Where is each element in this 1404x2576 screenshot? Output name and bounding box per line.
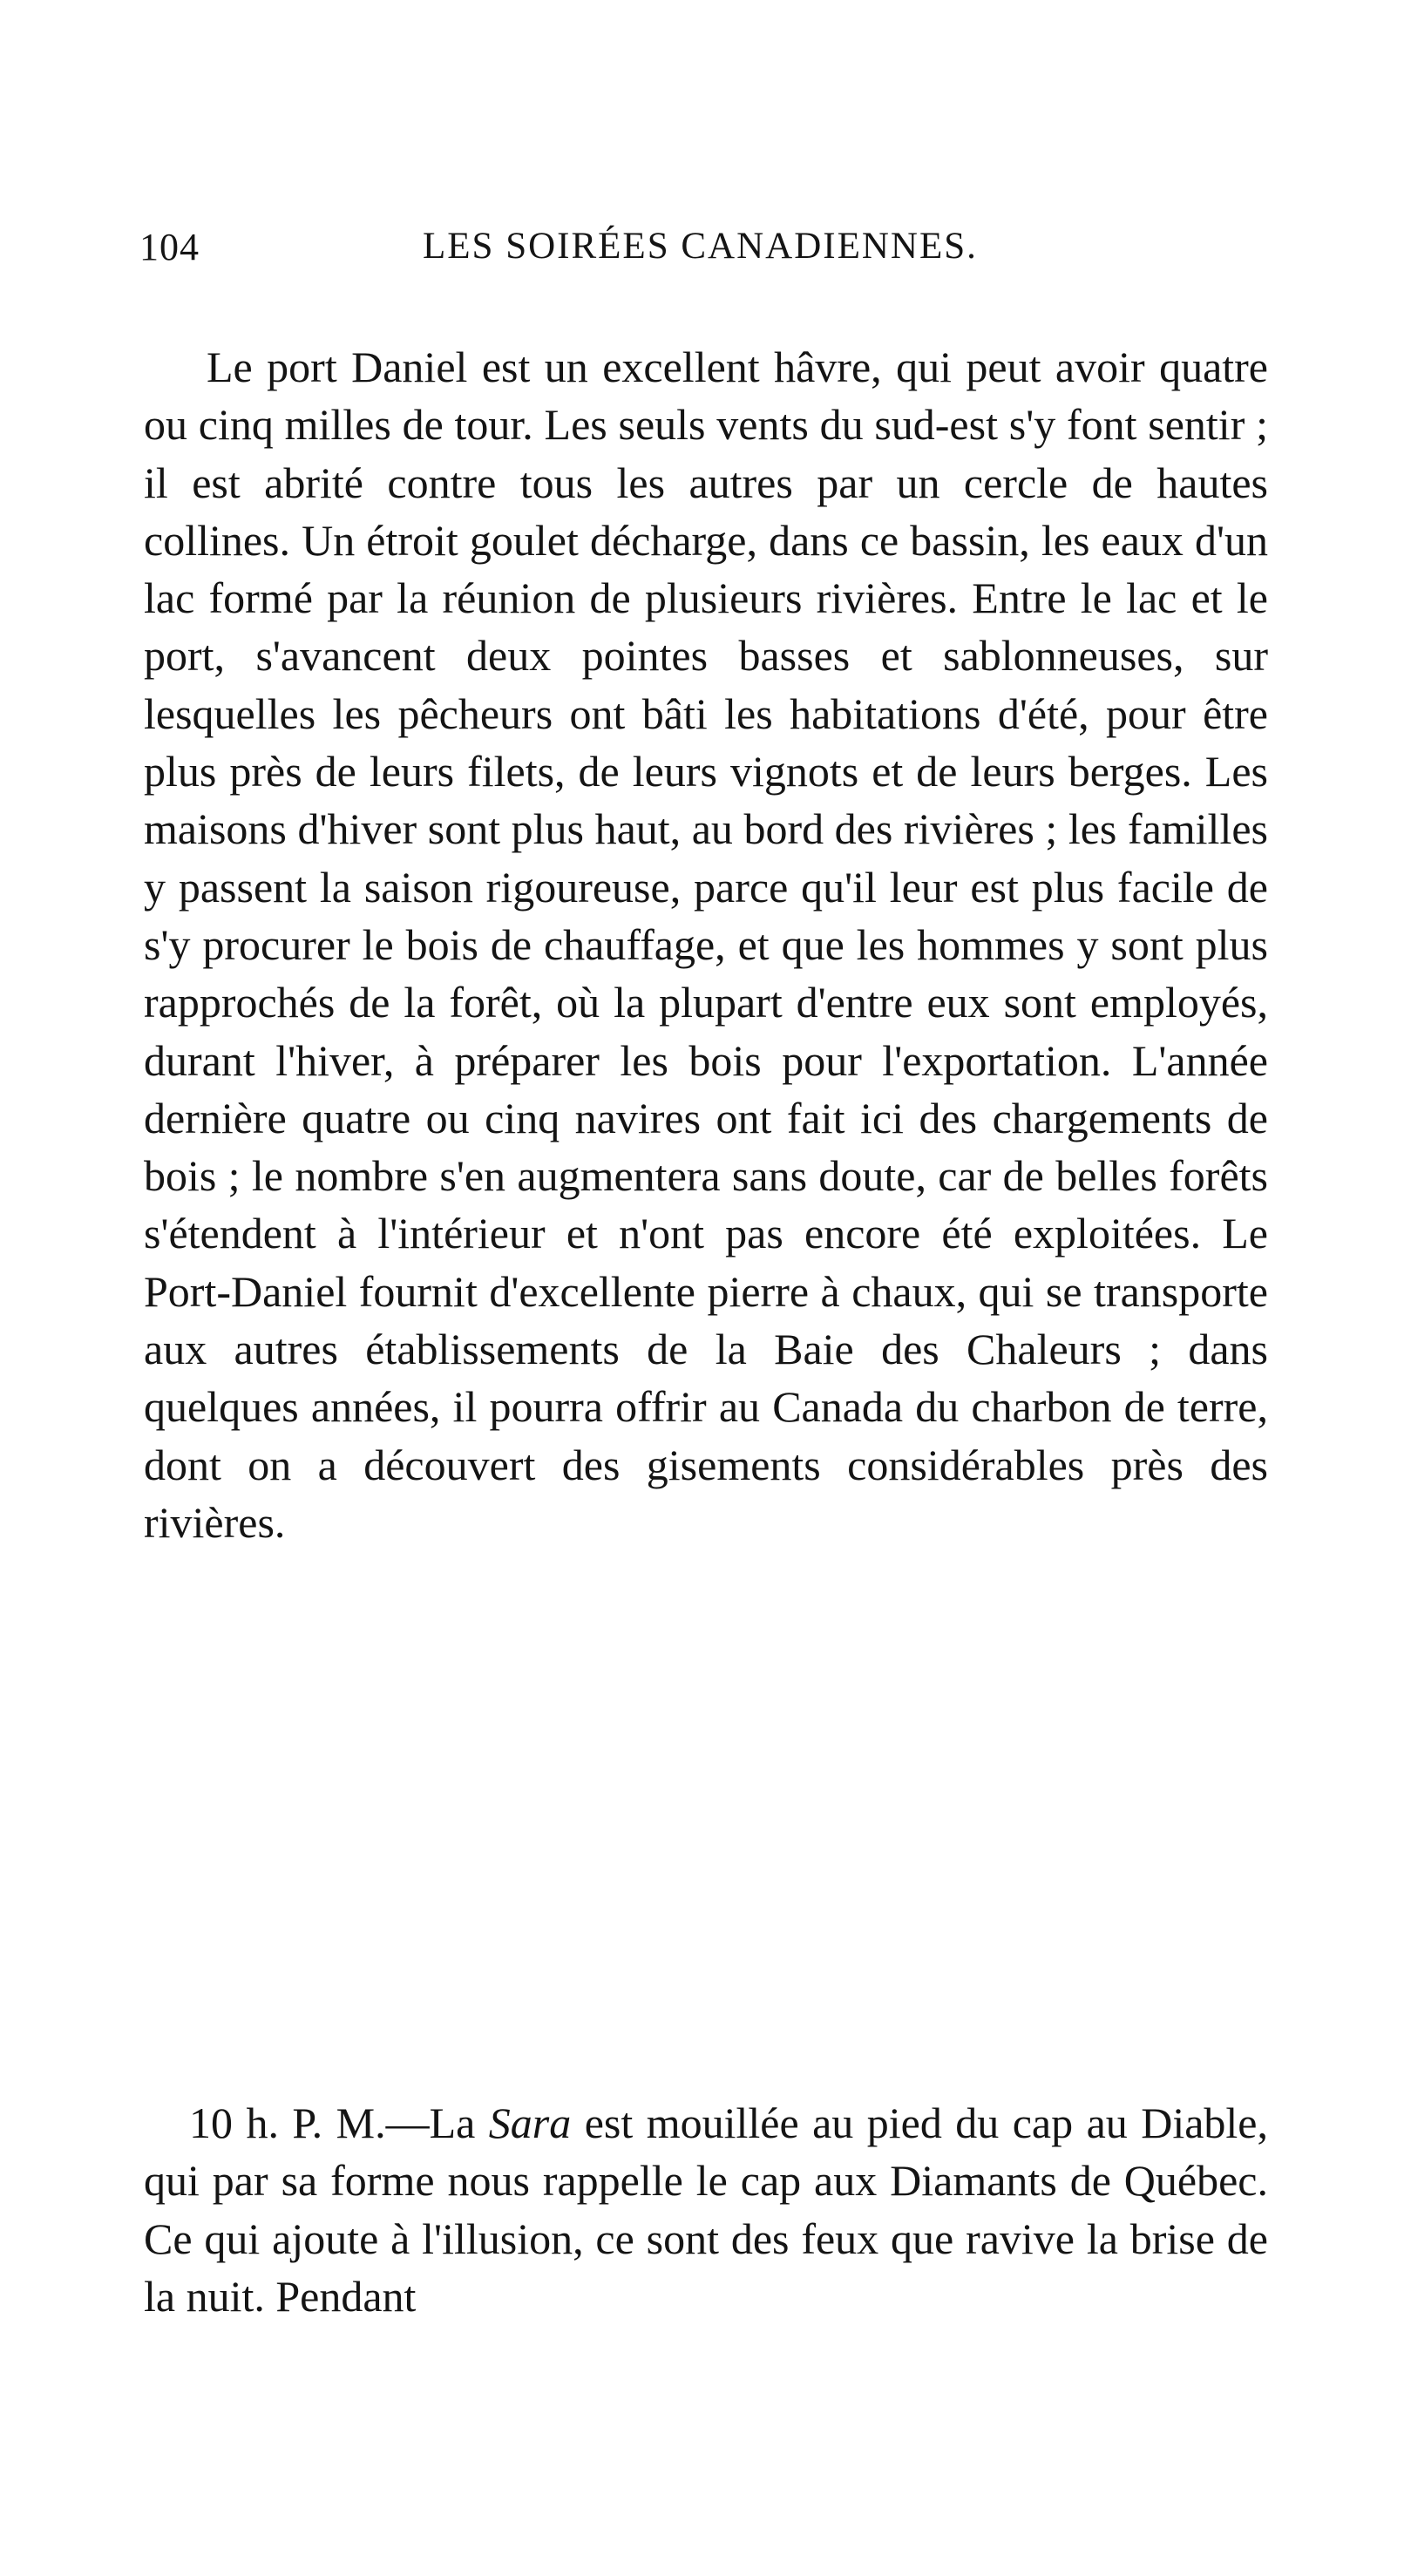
running-title: LES SOIRÉES CANADIENNES.: [423, 226, 978, 267]
paragraph-sara-anchorage: [144, 2094, 1268, 2325]
page-header: [139, 225, 1272, 277]
time-entry-prefix: 10 h. P. M.—La: [189, 2098, 489, 2147]
ship-name: Sara: [488, 2098, 572, 2147]
paragraph-port-daniel: Le port Daniel est un excellent hâvre, qui peut avoir quatre ou cinq milles de tour. Les seuls vents du sud-est s'y font sentir ; il est abrité contre tous les autres par un cercle de hautes collines. Un étroit goulet décharge, dans ce bassin, les eaux d'un lac formé par la réunion de plusieurs rivières. Entre le lac et le port, s'avancent deux pointes basses et sablonneuses, sur lesquelles les pêcheurs ont bâti les habitations d'été, pour être plus près de leurs filets, de leurs vignots et de leurs berges. Les maisons d'hiver sont plus haut, au bord des rivières ; les familles y passent la saison rigoureuse, parce qu'il leur est plus facile de s'y procurer le bois de chauffage, et que les hommes y sont plus rapprochés de la forêt, où la plupart d'entre eux sont employés, durant l'hiver, à préparer les bois pour l'exportation. L'année dernière quatre ou cinq navires ont fait ici des chargements de bois ; le nombre s'en augmentera sans doute, car de belles forêts s'étendent à l'intérieur et n'ont pas encore été exploitées. Le Port-Daniel fournit d'excellente pierre à chaux, qui se transporte aux autres établissements de la Baie des Chaleurs ; dans quelques années, il pourra offrir au Canada du charbon de terre, dont on a découvert des gisements considérables près des rivières.: [144, 342, 1268, 1547]
page-number: 104: [139, 226, 200, 268]
paragraph-continuation: est mouillée au pied du cap au Diable, qui par sa forme nous rappelle le cap aux Diamants de Québec. Ce qui ajoute à l'illusion, ce sont des feux que ravive la brise de la nuit. Pendant: [144, 2098, 1268, 2321]
